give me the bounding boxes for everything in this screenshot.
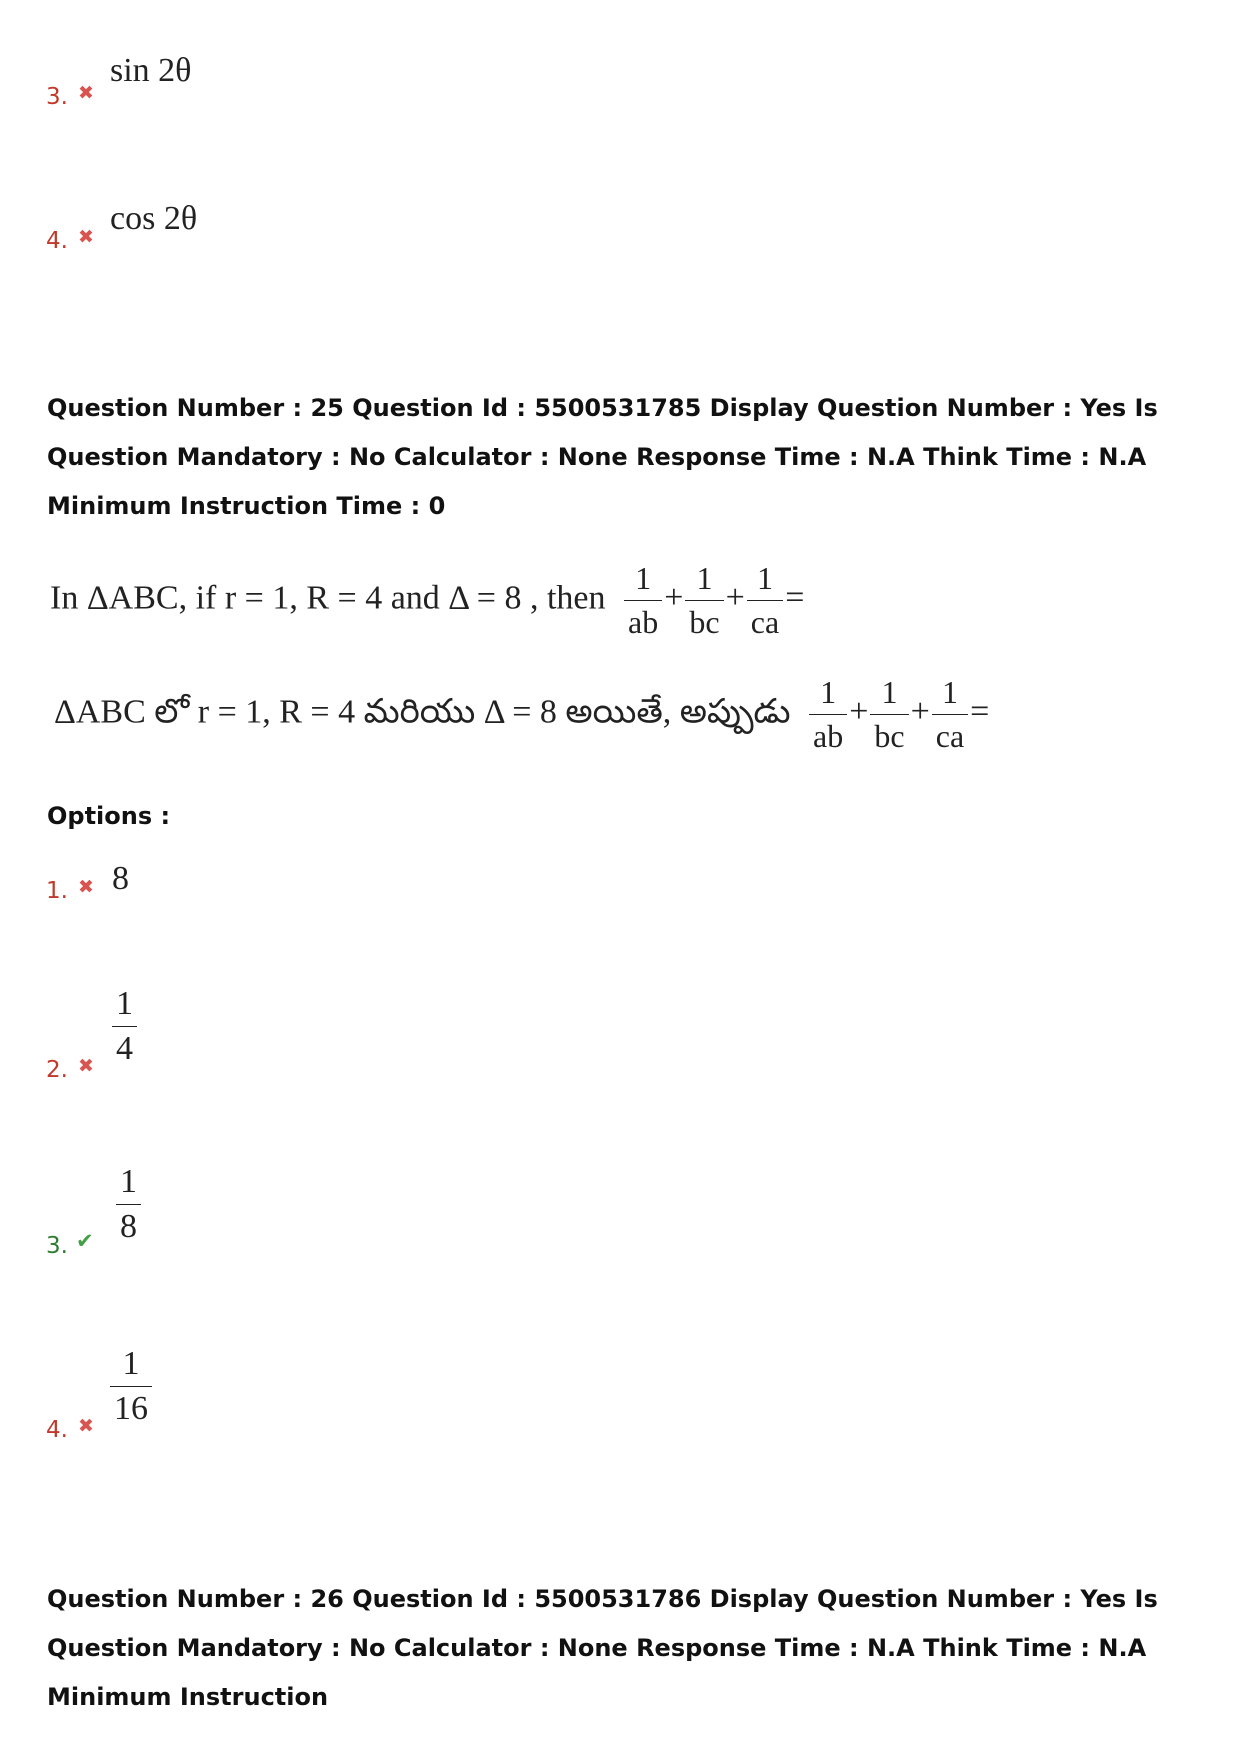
fraction-term: $\frac{1}{ab}$: [624, 560, 662, 641]
option-expression: sin 2θ: [110, 52, 192, 89]
option-number: 4.: [46, 228, 68, 254]
cross-icon: ✖: [78, 226, 94, 248]
question-25-telugu: ΔABC లో r = 1, R = 4 మరియు Δ = 8 అయితే, అప్పుడు $\frac{1}{ab}$ + $\frac{1}{bc}$ + $\frac{1}{ca}$ =: [54, 674, 990, 754]
option-number: 3.: [46, 1233, 68, 1259]
cross-icon: ✖: [78, 82, 94, 104]
option-number: 3.: [46, 84, 68, 110]
fraction-term: $\frac{1}{ca}$: [932, 674, 968, 755]
option-2: [46, 985, 346, 1105]
option-number: 2.: [46, 1057, 68, 1083]
question-text-telugu: ΔABC లో r = 1, R = 4 మరియు Δ = 8 అయితే, అప్పుడు: [54, 693, 791, 731]
fraction-term: $\frac{1}{ca}$: [747, 560, 783, 641]
question-text: In ΔABC, if r = 1, R = 4 and Δ = 8 , then: [50, 579, 606, 617]
option-4: [46, 1345, 346, 1465]
fraction-term: $\frac{1}{ab}$: [809, 674, 847, 755]
prev-option-4: [46, 200, 346, 270]
question-26-meta: Question Number : 26 Question Id : 5500531786 Display Question Number : Yes Is Question Mandatory : No Calculator : None Response Time : N.A Think Time : N.A Minimum Instruction: [47, 1585, 1158, 1711]
fraction-term: $\frac{1}{bc}$: [870, 674, 908, 755]
option-fraction: $\frac{1}{8}$: [116, 1163, 141, 1246]
options-label: Options :: [47, 802, 171, 830]
cross-icon: ✖: [78, 1415, 94, 1437]
option-expression: cos 2θ: [110, 200, 198, 237]
option-3: [46, 1163, 346, 1283]
check-icon: ✔: [76, 1229, 94, 1253]
option-1: [46, 860, 346, 930]
cross-icon: ✖: [78, 876, 94, 898]
fraction-term: $\frac{1}{bc}$: [685, 560, 723, 641]
prev-option-3: [46, 52, 346, 122]
option-fraction: $\frac{1}{4}$: [112, 985, 137, 1068]
question-25-english: In ΔABC, if r = 1, R = 4 and Δ = 8 , then $\frac{1}{ab}$ + $\frac{1}{bc}$ + $\frac{1}{ca}$ =: [50, 560, 805, 640]
option-number: 1.: [46, 878, 68, 904]
option-value: 8: [112, 860, 129, 897]
option-number: 4.: [46, 1417, 68, 1443]
cross-icon: ✖: [78, 1055, 94, 1077]
option-fraction: $\frac{1}{16}$: [110, 1345, 152, 1428]
question-25-meta: Question Number : 25 Question Id : 5500531785 Display Question Number : Yes Is Question Mandatory : No Calculator : None Response Time : N.A Think Time : N.A Minimum Instruction Time : 0: [47, 394, 1158, 520]
